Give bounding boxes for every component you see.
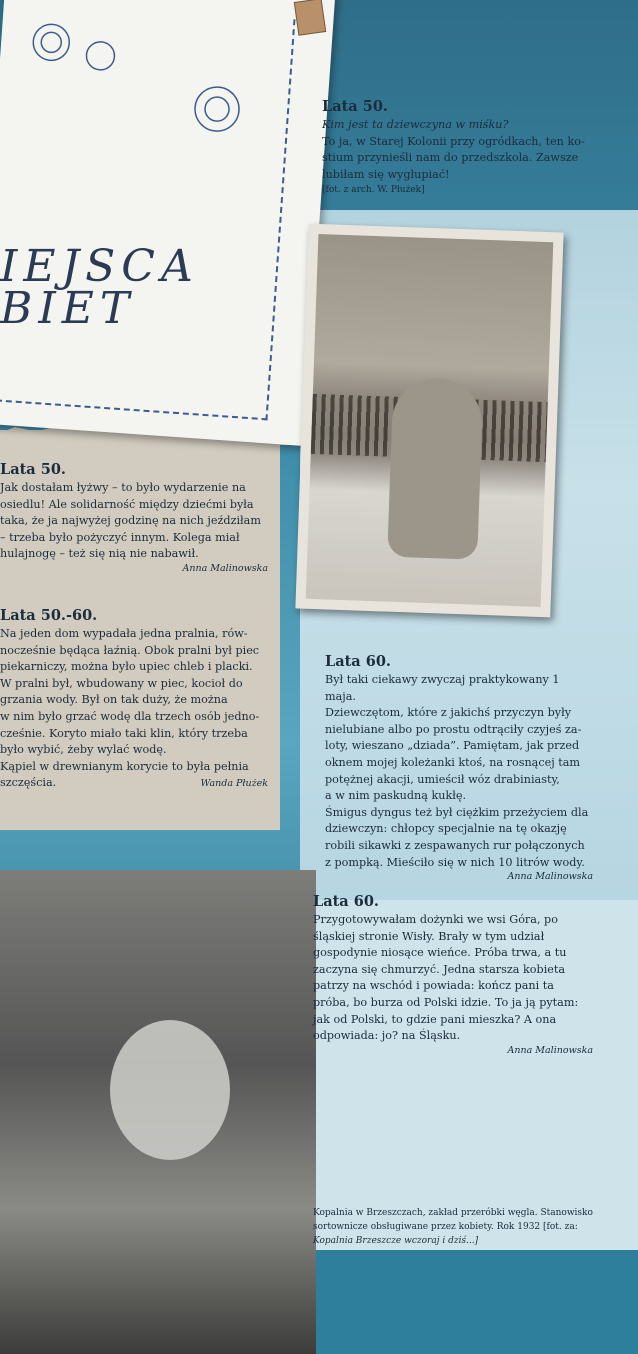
text-line: jak od Polski, to gdzie pani mieszka? A ona	[313, 1012, 557, 1026]
text-line: patrzy na wschód i powiada: kończ pani ta	[313, 979, 554, 993]
text-line: Śmigus dyngus też był ciężkim przeżyciem dla	[325, 805, 589, 819]
text-line: odpowiada: jo? na Śląsku.	[313, 1029, 461, 1043]
text-block-5	[313, 892, 593, 1056]
text-line: piekarniczy, można było upiec chleb i placki.	[0, 660, 253, 674]
photo-credit: [fot. z arch. W. Płużek]	[322, 185, 425, 196]
text-line: – trzeba było pożyczyć innym. Kolega miał	[0, 530, 240, 544]
text-line: śląskiej stronie Wisły. Brały w tym udział	[313, 929, 545, 943]
text-line: To ja, w Starej Kolonii przy ogródkach, ten ko-	[322, 134, 585, 148]
teal-bottom-band	[316, 1250, 638, 1354]
signature: Anna Malinowska	[507, 1044, 593, 1056]
text-line: grzania wody. Był on tak duży, że można	[0, 693, 228, 707]
text-line: W pralni był, wbudowany w piec, kocioł do	[0, 676, 243, 690]
text-line: dziewczyn: chłopcy specjalnie na tę okazję	[325, 822, 567, 836]
text-line: Kąpiel w drewnianym korycie to była pełnia	[0, 759, 249, 773]
text-line: lubiłam się wygłupiać!	[322, 167, 450, 181]
bear-costume-shape	[387, 377, 483, 560]
photo-image	[306, 234, 554, 607]
signature: Anna Malinowska	[182, 562, 268, 574]
text-line: stium przynieśli nam do przedszkola. Zawsze	[322, 151, 579, 165]
text-block-3	[0, 606, 268, 789]
text-line: potężnej akacji, umieścił wóz drabiniasty,	[325, 772, 560, 786]
text-line: nielubiane albo po prostu odtrąciły czyjeś za-	[325, 722, 582, 736]
text-line: oknem mojej koleżanki ktoś, na rosnącej tam	[325, 755, 581, 769]
bear-costume-photo	[295, 224, 563, 618]
clothespin	[294, 0, 326, 36]
text-line: osiedlu! Ale solidarność między dziećmi była	[0, 497, 254, 511]
text-line: nocześnie będąca łaźnią. Obok pralni był piec	[0, 643, 260, 657]
text-line: taka, że ja najwyżej godzinę na nich jeździłam	[0, 514, 261, 528]
block-header: Lata 60.	[325, 653, 391, 670]
block-header: Lata 50.	[322, 98, 388, 115]
text-line: próba, bo burza od Polski idzie. To ja ją pytam:	[313, 995, 579, 1009]
photo-caption	[313, 1206, 608, 1248]
text-line: Kim jest ta dziewczyna w miśku?	[322, 118, 509, 131]
block-header: Lata 50.-60.	[0, 607, 98, 624]
conveyor-drum-shape	[110, 1020, 230, 1160]
text-line: z pompką. Mieściło się w nich 10 litrów wody.	[325, 855, 585, 869]
rose-embroidery-icon	[9, 0, 134, 88]
text-line: cześnie. Koryto miało taki klin, który trzeba	[0, 726, 248, 740]
text-line: Przygotowywałam dożynki we wsi Góra, po	[313, 913, 558, 926]
text-line: gospodynie niosące wieńce. Próba trwa, a tu	[313, 946, 567, 960]
caption-line: Kopalnia Brzeszcze wczoraj i dziś...]	[313, 1236, 479, 1246]
title-line-2: BIET	[0, 283, 136, 334]
rose-embroidery-icon	[164, 61, 280, 158]
text-block-1	[322, 97, 612, 197]
text-line: Dziewczętom, które z jakichś przyczyn były	[325, 706, 572, 720]
text-block-2	[0, 460, 268, 574]
text-line: było wybić, żeby wylać wodę.	[0, 743, 167, 757]
mine-photo	[0, 870, 316, 1354]
caption-line: Kopalnia w Brzeszczach, zakład przeróbki węgla. Stanowisko	[313, 1208, 593, 1218]
text-line: Był taki ciekawy zwyczaj praktykowany 1 maja.	[325, 673, 560, 703]
text-block-4	[325, 652, 593, 882]
signature: Wanda Płużek	[200, 777, 268, 789]
text-line: hulajnogę – też się nią nie nabawił.	[0, 547, 199, 561]
text-line: robili sikawki z zespawanych rur połączonych	[325, 838, 585, 852]
text-line: loty, wieszano „dziada”. Pamiętam, jak przed	[325, 739, 580, 753]
block-header: Lata 60.	[313, 893, 379, 910]
text-line: szczęścia.	[0, 776, 57, 790]
signature: Anna Malinowska	[507, 871, 593, 883]
title-line-1: IEJSCA	[0, 241, 199, 292]
text-line: Jak dostałam łyżwy – to było wydarzenie na	[0, 481, 246, 494]
caption-line: sortownicze obsługiwane przez kobiety. Rok 1932 [fot. za:	[313, 1222, 578, 1232]
text-line: w nim było grzać wodę dla trzech osób jedno-	[0, 709, 260, 723]
text-line: zaczyna się chmurzyć. Jedna starsza kobieta	[313, 962, 566, 976]
text-line: Na jeden dom wypadała jedna pralnia, rów-	[0, 627, 248, 640]
text-line: a w nim paskudną kukłę.	[325, 789, 467, 803]
embroidered-napkin	[0, 0, 335, 446]
block-header: Lata 50.	[0, 461, 66, 478]
